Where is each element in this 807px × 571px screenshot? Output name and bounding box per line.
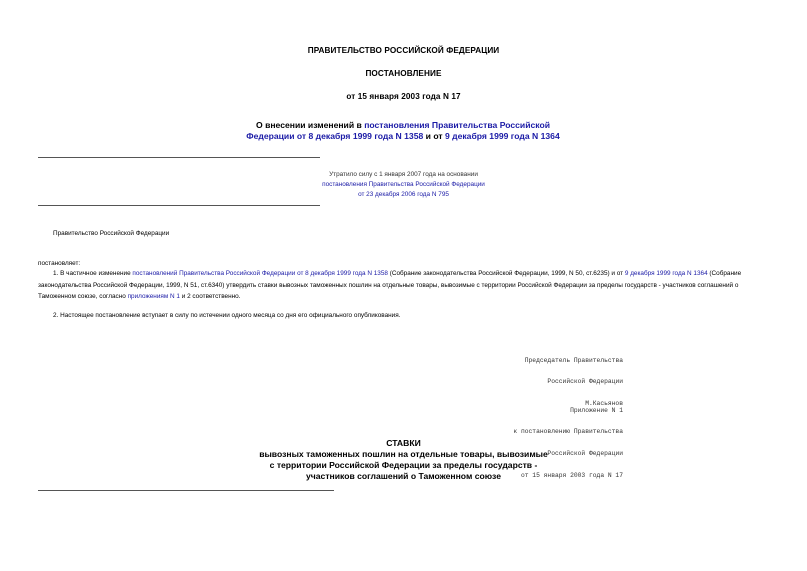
p1-link-1364[interactable]: 9 декабря 1999 года N 1364 xyxy=(624,270,708,277)
appendix-to-resolution: к постановлению Правительства xyxy=(513,428,623,436)
divider-bottom xyxy=(38,490,334,491)
p1-text-1: 1. В частичное изменение xyxy=(53,270,133,277)
p1-link-resolutions[interactable]: постановлений Правительства Российской Федерации от 8 декабря 1999 года N 1358 xyxy=(132,270,388,277)
p1-text-2: (Собрание законодательства Российской Федерации, 1999, N 50, ст.6235) и от xyxy=(387,270,625,277)
expiry-notice-text: Утратило силу с 1 января 2007 года на основании xyxy=(329,171,478,178)
issuer-text: Правительство Российской Федерации xyxy=(53,230,170,237)
document-title xyxy=(238,120,568,142)
appendix-date: от 15 января 2003 года N 17 xyxy=(520,472,623,480)
title-link-resolution-1358[interactable]: постановления Правительства Российской Федерации от 8 декабря 1999 года N 1358 xyxy=(246,120,550,141)
title-prefix: О внесении изменений в xyxy=(256,120,365,130)
government-heading: ПРАВИТЕЛЬСТВО РОССИЙСКОЙ ФЕДЕРАЦИИ xyxy=(307,46,500,55)
title-link-resolution-1364[interactable]: 9 декабря 1999 года N 1364 xyxy=(444,131,560,141)
expiry-notice xyxy=(240,170,567,200)
signature-title: Председатель Правительства xyxy=(524,356,623,364)
expiry-notice-link[interactable]: постановления Правительства Российской Федерации xyxy=(322,181,485,188)
divider-notice xyxy=(38,205,320,206)
appendix-title-heading: СТАВКИ xyxy=(386,438,421,448)
document-date: от 15 января 2003 года N 17 xyxy=(346,92,461,101)
signature-country: Российской Федерации xyxy=(547,378,623,386)
paragraph-1 xyxy=(38,268,770,303)
appendix-number: Приложение N 1 xyxy=(570,406,623,414)
p1-text-4: и 2 соответственно. xyxy=(179,293,241,300)
appendix-title-line-4: участников соглашений о Таможенном союзе xyxy=(306,471,501,481)
p1-link-appendix[interactable]: приложениям N 1 xyxy=(127,293,180,300)
title-middle: и от xyxy=(423,131,445,141)
appendix-country: Российской Федерации xyxy=(547,450,623,458)
document-type: ПОСТАНОВЛЕНИЕ xyxy=(365,69,442,78)
divider-top xyxy=(38,157,320,158)
appendix-title-line-2: вывозных таможенных пошлин на отдельные товары, вывозимые xyxy=(259,449,548,459)
signature-name: М.Касьянов xyxy=(585,400,623,408)
p1-text-3: (Собрание законодательства Российской Федерации, 1999, N 51, ст.6340) утвердить ставки вывозных таможенных пошлин на отдельные товары, вывозимые с территории Российской Федерации за пределы государств - участников соглашений о Таможенном союзе, согласно xyxy=(38,270,742,300)
appendix-title-line-3: с территории Российской Федерации за пределы государств - xyxy=(269,460,538,470)
expiry-notice-link-date[interactable]: от 23 декабря 2006 года N 795 xyxy=(358,191,449,198)
decides-text: постановляет: xyxy=(38,260,81,267)
appendix-title xyxy=(200,438,607,482)
paragraph-2: 2. Настоящее постановление вступает в силу по истечении одного месяца со дня его официального опубликования. xyxy=(53,312,401,319)
